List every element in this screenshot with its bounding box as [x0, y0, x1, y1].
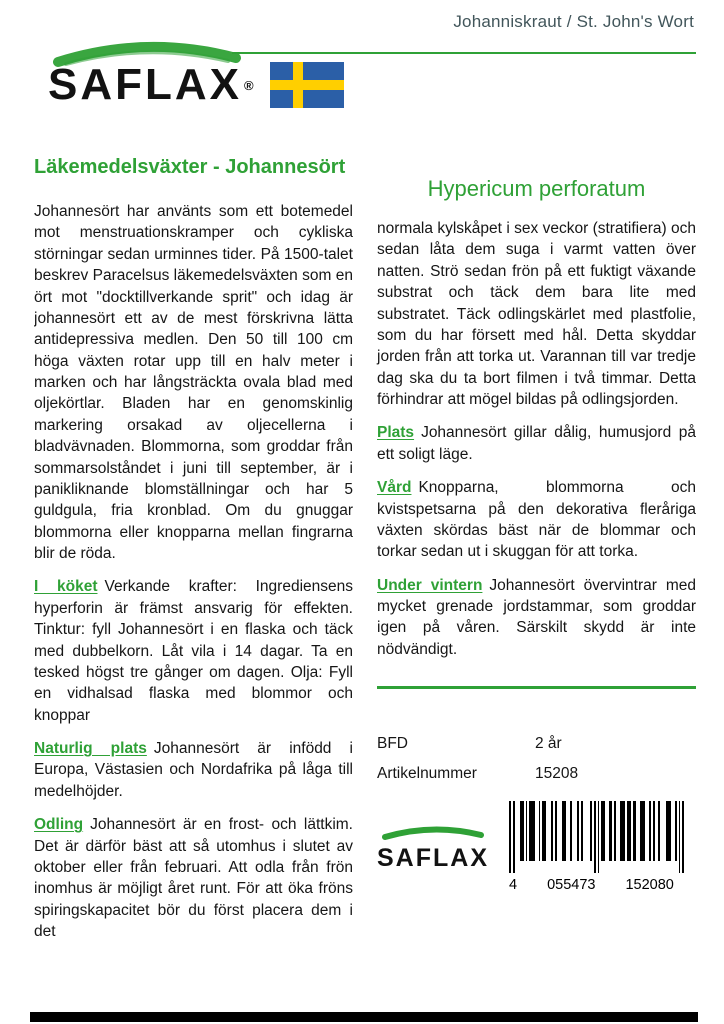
registered-mark: ®: [244, 77, 254, 93]
latin-name-heading: Hypericum perforatum: [427, 176, 646, 201]
section-location-text: Johannesört gillar dålig, humusjord på ett soligt läge.: [377, 424, 696, 463]
section-location: [377, 422, 696, 465]
footer-divider: [377, 686, 696, 689]
section-care-label: Vård: [377, 479, 412, 497]
section-cultivation: [34, 814, 353, 942]
section-cultivation-text: Johannesört är en frost- och lättkim. Det är därför bäst att så utomhus i slutet av oktober eller från februari. Att odla från frön inomhus är möjligt året runt. För att öka fröns spiringskapacitet bör du först placera dem i det: [34, 816, 353, 940]
main-content: [34, 150, 696, 1010]
category-heading: Läkemedelsväxter - Johannesört: [34, 156, 346, 178]
barcode-digit-group2: 152080: [625, 877, 674, 894]
barcode-digit-group1: 055473: [547, 877, 596, 894]
barcode: [509, 801, 696, 875]
intro-paragraph: Johannesört har använts som ett botemedel mot menstruationskramper och cykliska störningar sedan urminnes tider. På 1500-talet beskrev Paracelsus läkemedelsväxten som en ört mot "docktillverkande sprit" och idag är johannesört ett av de mest förskrivna lätta antidepressiva medlen. Den 50 till 100 cm höga växten rotar upp till en halv meter i marken och har långsträckta ovala blad med oljekörtlar. Bladen har en genomskinlig markering orsakad av oljecellerna i bladvävnaden. Blommorna, som groddar från sommarsolståndet i juni till september, är i panikliknande blomställningar och har 5 guldgula, fria kronblad. Om du gnuggar blommorna eller knopparna mellan fingrarna blir de röda.: [34, 203, 353, 562]
bfd-label: BFD: [377, 735, 408, 753]
saflax-logo-small: [377, 823, 489, 871]
brush-stroke-small-icon: [381, 823, 485, 841]
section-kitchen-text: Verkande krafter: Ingrediensens hyperforin är främst ansvarig för effekten. Tinktur: fyll Johannesört i en flaska och täck med dubbelkorn. Låt vila i 14 dagar. Ta en tesked högst tre gånger om dagen. Olja: Fyll en vidhalsad flaska med blommor och knoppar: [34, 578, 353, 724]
section-cultivation-label: Odling: [34, 816, 84, 834]
section-care-text: Knopparna, blommorna och kvistspetsarna på den dekorativa fleråriga växten skördas bäst när de blommar och torkar sedan ut i skuggan för att torka.: [377, 479, 696, 561]
section-kitchen-label: I köket: [34, 578, 98, 596]
continuation-paragraph: normala kylskåpet i sex veckor (stratifiera) och sedan låta dem suga i varmt vatten över natten. Strö sedan frön på ett fuktigt växande substrat och täck dem bara lite med substratet. Täck odlingskärlet med plastfolie, som du har försett med hål. Detta skyddar jorden från att torka ut. Varannan till var tredje dag ska du ta bort filmen i två timmar. Detta förhindrar att mögel bildas på odlingsjorden.: [377, 220, 696, 408]
section-location-label: Plats: [377, 424, 415, 442]
barcode-digit-prefix: 4: [509, 877, 518, 894]
section-winter-text: Johannesört övervintrar med mycket grenade jordstammar, som groddar igen på våren. Särskilt skydd är inte nödvändigt.: [377, 576, 696, 658]
swedish-flag-icon: [270, 62, 344, 108]
barcode-block: [509, 801, 696, 893]
section-care: [377, 477, 696, 563]
footer-bottom: [377, 801, 696, 893]
barcode-digits: [509, 877, 696, 893]
footer-info: [377, 735, 696, 893]
section-winter-label: Under vintern: [377, 576, 483, 594]
section-natural-place: [34, 738, 353, 802]
bfd-row: [377, 735, 696, 753]
bottom-black-bar: [30, 1012, 698, 1022]
saflax-logo: [48, 34, 344, 108]
brand-name-small: SAFLAX: [377, 844, 489, 873]
section-winter: [377, 575, 696, 661]
section-natural-place-label: Naturlig plats: [34, 740, 147, 757]
right-column: [377, 150, 696, 1010]
bfd-value: 2 år: [535, 735, 562, 753]
section-kitchen: [34, 576, 353, 726]
article-number-label: Artikelnummer: [377, 765, 477, 783]
product-name: Johanniskraut / St. John's Wort: [453, 12, 694, 31]
left-column: [34, 150, 353, 1010]
article-number-row: [377, 765, 696, 783]
brand-name: SAFLAX: [48, 60, 242, 109]
section-natural-place-text: Johannesört är infödd i Europa, Västasien och Nordafrika på låga till medelhöjder.: [34, 740, 353, 800]
article-number-value: 15208: [535, 765, 579, 783]
